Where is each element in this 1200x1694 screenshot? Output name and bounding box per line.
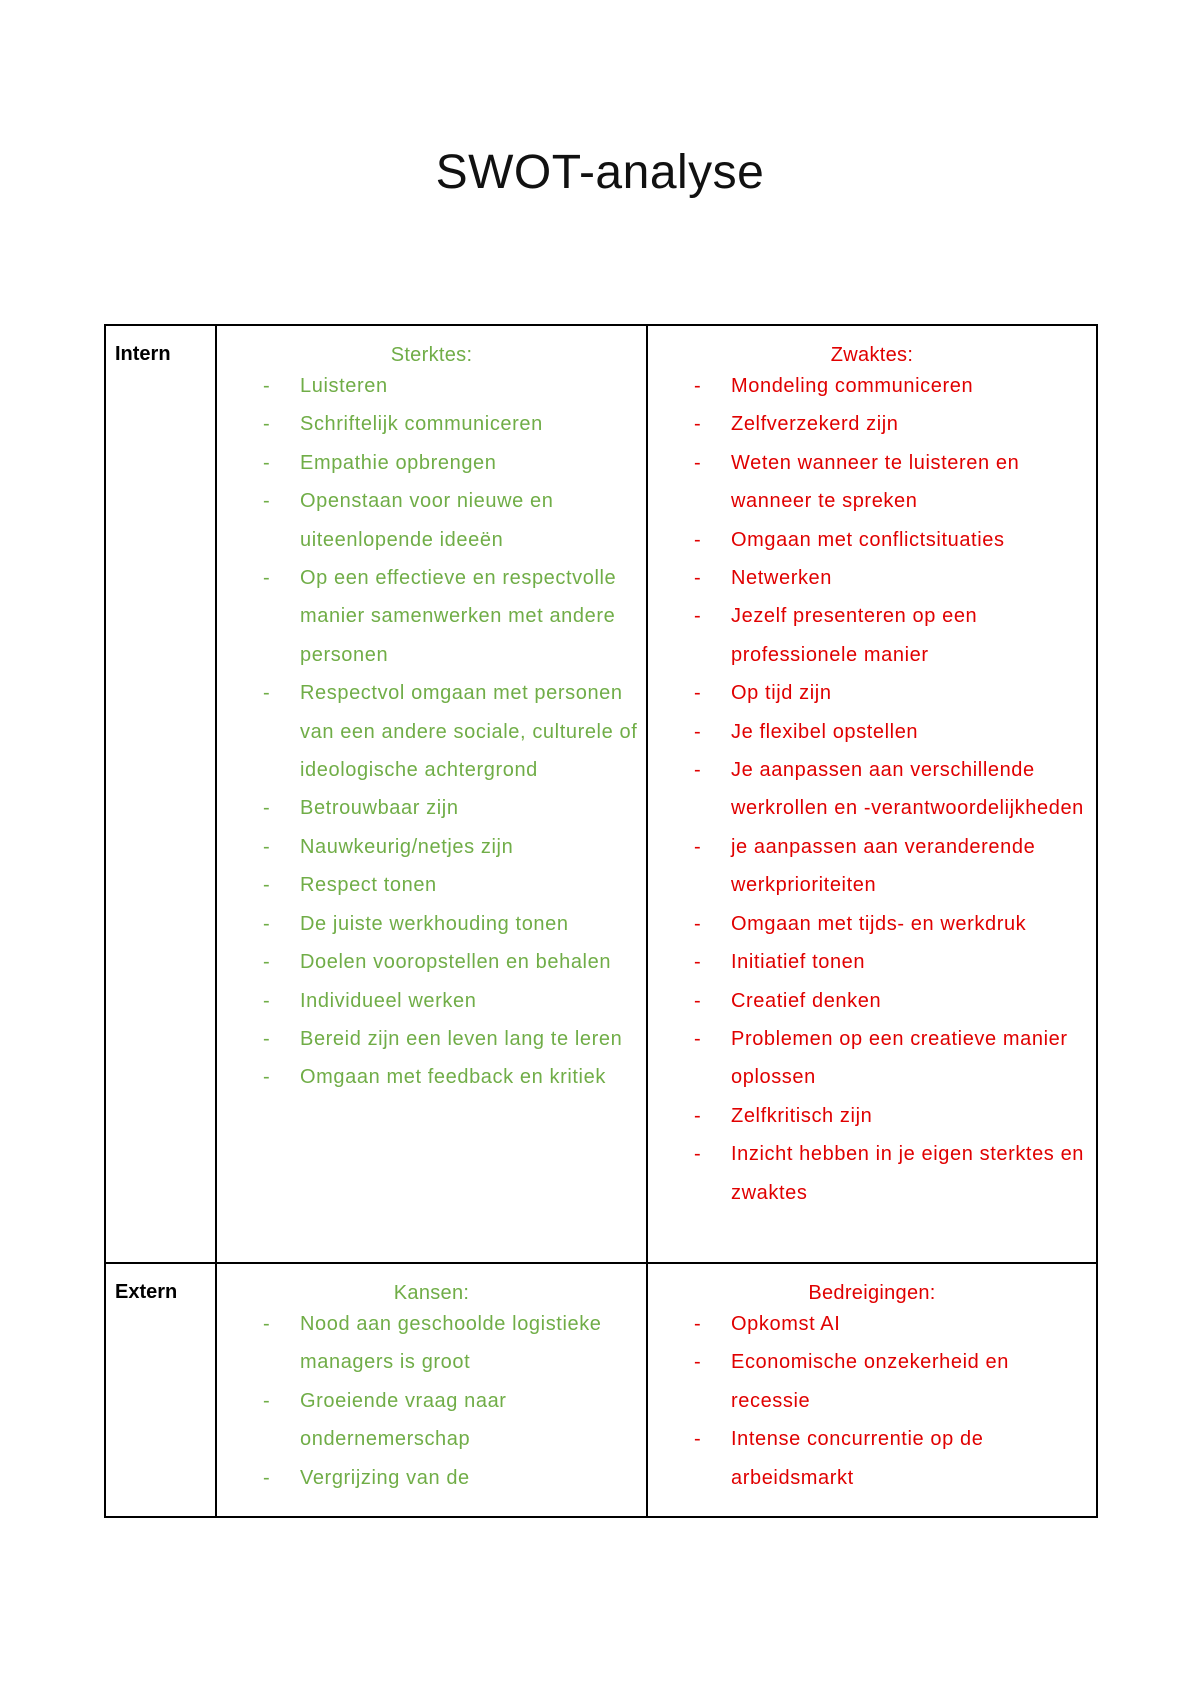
list-item [217,1020,646,1058]
threats-cell [647,1263,1097,1517]
bullet-dash: - [694,989,702,1012]
list-item-text: Groeiende vraag naar ondernemerschap [300,1389,507,1451]
list-item [217,367,646,405]
list-item [217,905,646,943]
bullet-dash: - [694,567,702,590]
bullet-dash: - [263,490,271,513]
list-item [648,1020,1096,1097]
list-item-text: Op een effectieve en respectvolle manier samenwerken met andere personen [300,567,617,666]
bullet-dash: - [694,1313,702,1335]
opportunities-list [217,1305,646,1497]
weaknesses-heading: Zwaktes: [830,344,914,366]
internal-row [105,325,1097,1263]
list-item-text: Empathie opbrengen [300,451,497,474]
bullet-dash: - [263,951,271,974]
bullet-dash: - [694,375,702,397]
list-item-text: Problemen op een creatieve manier oplossen [731,1027,1068,1089]
bullet-dash: - [263,912,271,935]
list-item-text: Creatief denken [731,989,882,1012]
bullet-dash: - [694,682,702,705]
list-item [217,482,646,559]
strengths-heading: Sterktes: [390,344,473,366]
bullet-dash: - [263,1066,271,1089]
bullet-dash: - [694,605,702,628]
list-item [217,674,646,789]
list-item-text: Zelfkritisch zijn [731,1104,873,1127]
list-item [217,1305,646,1382]
strengths-list [217,367,646,1097]
bullet-dash: - [263,989,271,1012]
list-item-text: Je flexibel opstellen [731,720,919,743]
bullet-dash: - [263,451,271,474]
bullet-dash: - [263,682,271,705]
opportunities-heading: Kansen: [393,1282,470,1304]
list-item-text: Inzicht hebben in je eigen sterktes en zwaktes [731,1143,1085,1204]
list-item [217,1382,646,1459]
list-item-text: Omgaan met feedback en kritiek [300,1066,606,1089]
swot-table [104,324,1098,1518]
list-item-text: Respect tonen [300,874,437,897]
list-item [648,1420,1096,1497]
list-item-text: Jezelf presenteren op een professionele manier [731,605,978,666]
list-item-text: Mondeling communiceren [731,375,974,397]
internal-label-cell [105,325,216,1263]
list-item-text: Betrouwbaar zijn [300,797,459,820]
bullet-dash: - [694,912,702,935]
bullet-dash: - [263,375,271,397]
list-item [217,405,646,443]
bullet-dash: - [263,797,271,820]
list-item-text: Omgaan met conflictsituaties [731,528,1005,551]
strengths-cell [216,325,647,1263]
list-item [217,444,646,482]
list-item-text: Openstaan voor nieuwe en uiteenlopende ideeën [300,490,554,551]
bullet-dash: - [694,1351,702,1374]
document-title: SWOT-analyse [435,146,765,199]
list-item [648,751,1096,828]
list-item-text: Netwerken [731,567,832,590]
bullet-dash: - [694,1143,702,1166]
opportunities-cell [216,1263,647,1517]
list-item [648,828,1096,905]
list-item [648,1343,1096,1420]
list-item-text: Bereid zijn een leven lang te leren [300,1027,623,1050]
bullet-dash: - [694,413,702,436]
bullet-dash: - [263,1466,271,1489]
external-label: Extern [115,1281,178,1303]
list-item [648,905,1096,943]
bullet-dash: - [694,951,702,974]
list-item [648,713,1096,751]
list-item [217,1058,646,1096]
list-item-text: Op tijd zijn [731,682,832,705]
bullet-dash: - [694,451,702,474]
internal-label: Intern [115,343,171,365]
list-item [217,943,646,981]
list-item [648,1305,1096,1343]
list-item [217,1459,646,1497]
external-label-cell [105,1263,216,1517]
list-item-text: Zelfverzekerd zijn [731,413,899,436]
list-item [648,597,1096,674]
list-item-text: Vergrijzing van de [300,1466,470,1489]
bullet-dash: - [263,567,271,590]
list-item [648,559,1096,597]
list-item [648,367,1096,405]
list-item-text: Luisteren [300,375,388,397]
list-item [648,444,1096,521]
bullet-dash: - [694,1104,702,1127]
list-item [648,521,1096,559]
list-item-text: Respectvol omgaan met personen van een andere sociale, culturele of ideologische achtergrond [300,682,638,782]
list-item-text: Nauwkeurig/netjes zijn [300,835,514,858]
list-item-text: Economische onzekerheid en recessie [731,1351,1009,1412]
list-item-text: Intense concurrentie op de arbeidsmarkt [731,1428,984,1489]
list-item-text: De juiste werkhouding tonen [300,912,569,935]
bullet-dash: - [694,1428,702,1451]
bullet-dash: - [263,1313,271,1335]
threats-list [648,1305,1096,1497]
list-item [648,943,1096,981]
list-item [217,559,646,674]
bullet-dash: - [263,413,271,436]
list-item [217,789,646,827]
weaknesses-cell [647,325,1097,1263]
list-item-text: Initiatief tonen [731,951,866,974]
list-item [217,982,646,1020]
list-item-text: Doelen vooropstellen en behalen [300,951,612,974]
bullet-dash: - [263,835,271,858]
list-item-text: je aanpassen aan veranderende werkprioriteiten [731,835,1036,897]
bullet-dash: - [694,835,702,858]
list-item-text: Schriftelijk communiceren [300,413,543,436]
list-item-text: Individueel werken [300,989,477,1012]
weaknesses-list [648,367,1096,1212]
list-item-text: Opkomst AI [731,1313,841,1335]
bullet-dash: - [263,1027,271,1050]
list-item [217,866,646,904]
list-item [648,405,1096,443]
list-item [217,828,646,866]
list-item [648,674,1096,712]
external-row [105,1263,1097,1517]
bullet-dash: - [694,720,702,743]
list-item [648,1097,1096,1135]
threats-heading: Bedreigingen: [808,1282,936,1304]
list-item-text: Je aanpassen aan verschillende werkrollen en -verantwoordelijkheden [731,759,1084,820]
list-item-text: Nood aan geschoolde logistieke managers is groot [300,1313,602,1374]
bullet-dash: - [694,1027,702,1050]
bullet-dash: - [694,528,702,551]
bullet-dash: - [263,874,271,897]
bullet-dash: - [694,759,702,782]
bullet-dash: - [263,1389,271,1412]
list-item [648,982,1096,1020]
list-item [648,1135,1096,1212]
list-item-text: Omgaan met tijds- en werkdruk [731,912,1027,935]
list-item-text: Weten wanneer te luisteren en wanneer te spreken [731,451,1020,513]
